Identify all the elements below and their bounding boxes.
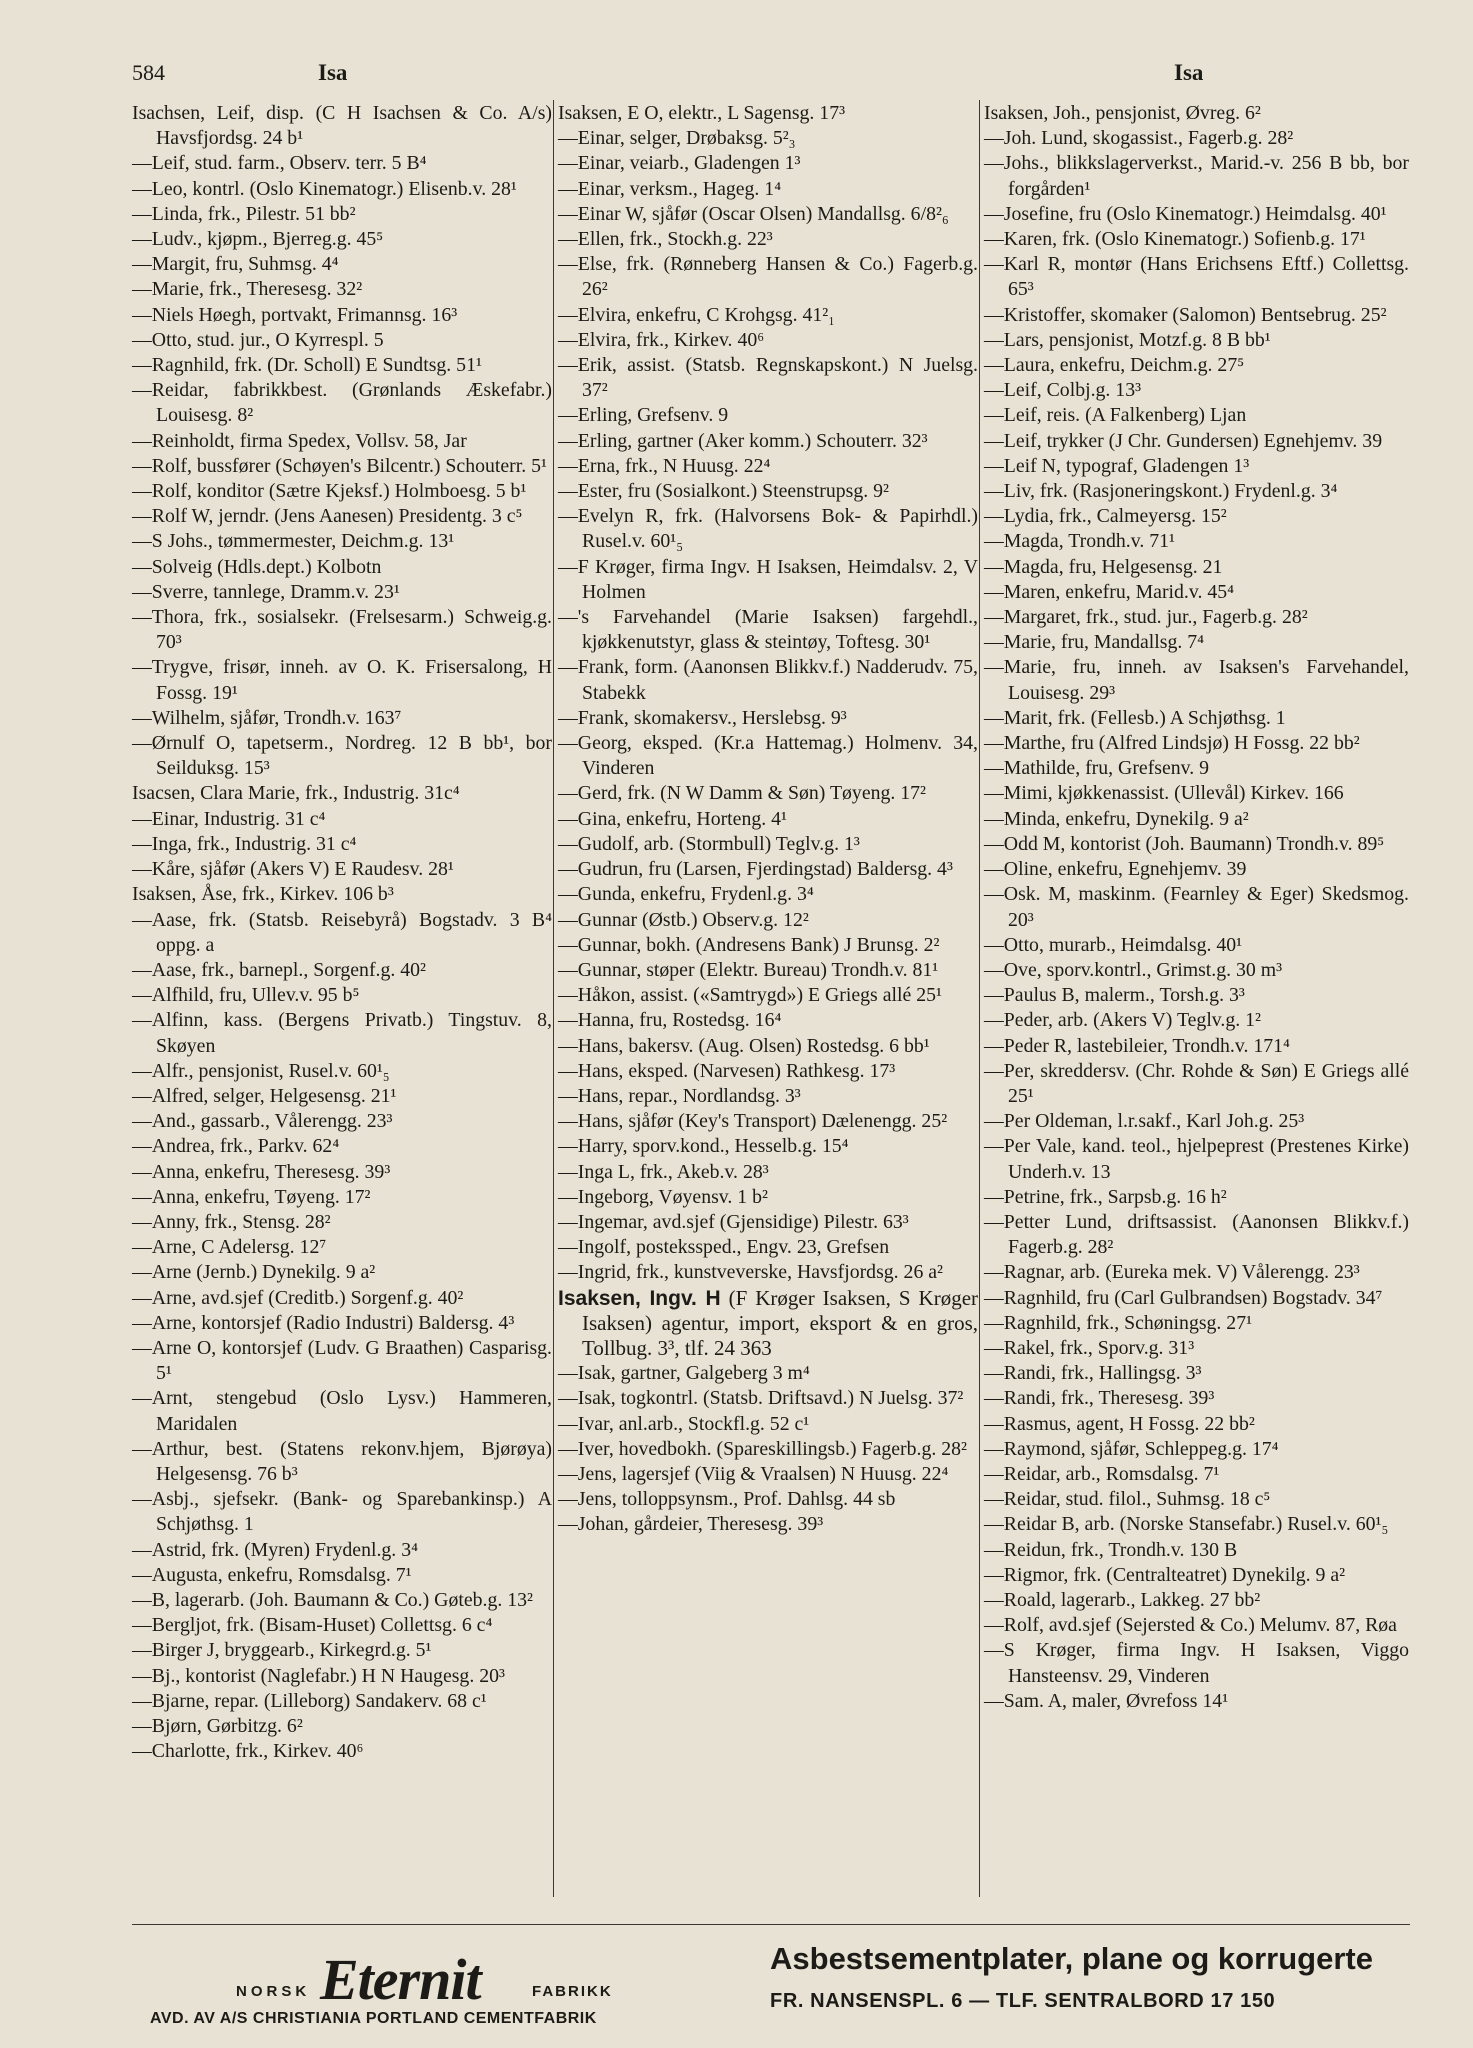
page-header	[0, 60, 1473, 100]
directory-entry: —'s Farvehandel (Marie Isaksen) fargehdl., kjøkkenutstyr, glass & steintøy, Toftesg. 30¹	[558, 606, 978, 654]
directory-entry: —Reidun, frk., Trondh.v. 130 B	[984, 1538, 1238, 1561]
directory-entry	[558, 1286, 978, 1362]
directory-entry: —Mathilde, fru, Grefsenv. 9	[984, 757, 1210, 780]
directory-entry: —Rolf, bussfører (Schøyen's Bilcentr.) Schouterr. 5¹	[132, 454, 547, 477]
directory-entry: —Iver, hovedbokh. (Spareskillingsb.) Fagerb.g. 28²	[558, 1437, 967, 1460]
directory-entry: —Isak, togkontrl. (Statsb. Driftsavd.) N Juelsg. 37²	[558, 1387, 964, 1410]
directory-entry: —Gudolf, arb. (Stormbull) Teglv.g. 1³	[558, 832, 860, 855]
directory-entry: —Aase, frk. (Statsb. Reisebyrå) Bogstadv. 3 B⁴ oppg. a	[132, 908, 552, 956]
directory-entry: —Frank, form. (Aanonsen Blikkv.f.) Nadderudv. 75, Stabekk	[558, 656, 978, 704]
directory-entry: —Gunnar, bokh. (Andresens Bank) J Brunsg. 2²	[558, 933, 940, 956]
directory-entry: —Ragnhild, fru (Carl Gulbrandsen) Bogstadv. 34⁷	[984, 1286, 1383, 1309]
directory-entry: —Ragnar, arb. (Eureka mek. V) Vålerengg. 23³	[984, 1261, 1360, 1284]
directory-entry: —Jens, tolloppsynsm., Prof. Dahlsg. 44 sb	[558, 1488, 896, 1511]
advert-divider	[132, 1924, 1410, 1925]
directory-entry: —Marie, fru, Mandallsg. 7⁴	[984, 631, 1205, 654]
directory-entry: —Wilhelm, sjåfør, Trondh.v. 163⁷	[132, 706, 402, 729]
directory-entry: —S Krøger, firma Ingv. H Isaksen, Viggo Hansteensv. 29, Vinderen	[984, 1639, 1409, 1687]
directory-column-2	[558, 101, 978, 1538]
directory-entry: —Erik, assist. (Statsb. Regnskapskont.) N Juelsg. 37²	[558, 354, 978, 402]
directory-entry: —Marie, fru, inneh. av Isaksen's Farvehandel, Louisesg. 29³	[984, 656, 1409, 704]
directory-entry: —Anna, enkefru, Theresesg. 39³	[132, 1160, 391, 1183]
directory-entry: —Erling, gartner (Aker komm.) Schouterr. 32³	[558, 429, 928, 452]
directory-entry: —Leif, Colbj.g. 13³	[984, 379, 1142, 402]
page-number: 584	[132, 60, 165, 85]
directory-entry: —Ingolf, postekssped., Engv. 23, Grefsen	[558, 1236, 890, 1259]
advert-norsk: NORSK	[236, 1983, 311, 2000]
directory-entry: —Birger J, bryggearb., Kirkegrd.g. 5¹	[132, 1639, 432, 1662]
directory-entry: —Charlotte, frk., Kirkev. 40⁶	[132, 1740, 364, 1763]
directory-entry: —Ester, fru (Sosialkont.) Steenstrupsg. 9²	[558, 480, 889, 503]
directory-entry: —Josefine, fru (Oslo Kinematogr.) Heimdalsg. 40¹	[984, 202, 1387, 225]
directory-entry: —Arnt, stengebud (Oslo Lysv.) Hammeren, Maridalen	[132, 1387, 552, 1435]
directory-entry: —Randi, frk., Hallingsg. 3³	[984, 1362, 1202, 1385]
directory-entry: —Kåre, sjåfør (Akers V) E Raudesv. 28¹	[132, 858, 454, 881]
directory-entry: —Erna, frk., N Huusg. 22⁴	[558, 454, 771, 477]
directory-entry: —Karen, frk. (Oslo Kinematogr.) Sofienb.g. 17¹	[984, 228, 1366, 251]
directory-entry: —Ove, sporv.kontrl., Grimst.g. 30 m³	[984, 958, 1283, 981]
directory-entry: —Leo, kontrl. (Oslo Kinematogr.) Elisenb.v. 28¹	[132, 177, 517, 200]
directory-entry: —Leif N, typograf, Gladengen 1³	[984, 454, 1250, 477]
advert-address-line: FR. NANSENSPL. 6 — TLF. SENTRALBORD 17 150	[770, 1990, 1276, 2012]
directory-entry: —Thora, frk., sosialsekr. (Frelsesarm.) Schweig.g. 70³	[132, 606, 552, 654]
directory-entry: —Trygve, frisør, inneh. av O. K. Frisersalong, H Fossg. 19¹	[132, 656, 552, 704]
directory-entry: —Solveig (Hdls.dept.) Kolbotn	[132, 555, 382, 578]
directory-entry: —Bjørn, Gørbitzg. 6²	[132, 1715, 303, 1737]
directory-entry: —Bj., kontorist (Naglefabr.) H N Haugesg. 20³	[132, 1664, 505, 1687]
directory-entry: Isaksen, Joh., pensjonist, Øvreg. 6²	[984, 102, 1261, 124]
directory-entry: —Harry, sporv.kond., Hesselb.g. 15⁴	[558, 1135, 849, 1158]
directory-entry: —Frank, skomakersv., Herslebsg. 9³	[558, 706, 847, 729]
directory-entry: —Bjarne, repar. (Lilleborg) Sandakerv. 68 c¹	[132, 1689, 487, 1712]
directory-entry: —Einar, verksm., Hageg. 1⁴	[558, 177, 782, 200]
directory-entry: —Inga, frk., Industrig. 31 c⁴	[132, 832, 357, 855]
directory-entry: —Hans, eksped. (Narvesen) Rathkesg. 17³	[558, 1059, 896, 1082]
directory-entry: —Liv, frk. (Rasjoneringskont.) Frydenl.g. 3⁴	[984, 480, 1338, 503]
running-head-left: Isa	[318, 60, 348, 85]
directory-entry: —Alfred, selger, Helgesensg. 21¹	[132, 1084, 397, 1107]
directory-entry: —Roald, lagerarb., Lakkeg. 27 bb²	[984, 1588, 1261, 1611]
column-divider	[553, 100, 554, 1897]
directory-entry: —Niels Høegh, portvakt, Frimannsg. 16³	[132, 303, 458, 326]
directory-entry: —Gudrun, fru (Larsen, Fjerdingstad) Baldersg. 4³	[558, 858, 953, 881]
directory-entry: —Hans, bakersv. (Aug. Olsen) Rostedsg. 6 bb¹	[558, 1034, 930, 1057]
directory-entry: —Odd M, kontorist (Joh. Baumann) Trondh.v. 89⁵	[984, 832, 1385, 855]
directory-entry: —Laura, enkefru, Deichm.g. 27⁵	[984, 354, 1245, 377]
directory-entry: —Jens, lagersjef (Viig & Vraalsen) N Huusg. 22⁴	[558, 1462, 949, 1485]
directory-entry: —Leif, trykker (J Chr. Gundersen) Egnehjemv. 39	[984, 429, 1383, 452]
directory-entry: —Maren, enkefru, Marid.v. 45⁴	[984, 580, 1235, 603]
directory-entry: —Minda, enkefru, Dynekilg. 9 a²	[984, 807, 1249, 830]
directory-entry: —Sam. A, maler, Øvrefoss 14¹	[984, 1689, 1229, 1712]
directory-entry: —Mimi, kjøkkenassist. (Ullevål) Kirkev. 166	[984, 782, 1344, 805]
directory-entry: —Johan, gårdeier, Theresesg. 39³	[558, 1513, 824, 1536]
directory-entry: —Ragnhild, frk. (Dr. Scholl) E Sundtsg. 51¹	[132, 354, 482, 377]
directory-entry: —Håkon, assist. («Samtrygd») E Griegs allé 25¹	[558, 984, 942, 1007]
directory-entry: —Rigmor, frk. (Centralteatret) Dynekilg. 9 a²	[984, 1563, 1346, 1586]
directory-entry: —S Johs., tømmermester, Deichm.g. 13¹	[132, 530, 455, 553]
directory-column-1	[132, 101, 552, 1764]
directory-entry: —Per, skreddersv. (Chr. Rohde & Søn) E Griegs allé 25¹	[984, 1059, 1409, 1107]
directory-entry: Isacsen, Clara Marie, frk., Industrig. 31c⁴	[132, 782, 460, 805]
directory-entry: —Magda, Trondh.v. 71¹	[984, 530, 1175, 553]
directory-entry: —Petrine, frk., Sarpsb.g. 16 h²	[984, 1185, 1227, 1208]
directory-entry: —Alfinn, kass. (Bergens Privatb.) Tingstuv. 8, Skøyen	[132, 1009, 552, 1057]
directory-entry: —Gunnar (Østb.) Observ.g. 12²	[558, 908, 809, 931]
directory-entry: —Georg, eksped. (Kr.a Hattemag.) Holmenv. 34, Vinderen	[558, 732, 978, 780]
directory-entry: —Isak, gartner, Galgeberg 3 m⁴	[558, 1362, 810, 1385]
running-head-right: Isa	[1174, 60, 1204, 85]
directory-entry: —Rolf, konditor (Sætre Kjeksf.) Holmboesg. 5 b¹	[132, 480, 527, 503]
directory-entry: —Gerd, frk. (N W Damm & Søn) Tøyeng. 17²	[558, 782, 926, 805]
directory-entry: —Randi, frk., Theresesg. 39³	[984, 1387, 1215, 1410]
directory-entry: —Leif, reis. (A Falkenberg) Ljan	[984, 404, 1247, 427]
directory-entry: —Erling, Grefsenv. 9	[558, 404, 729, 427]
directory-entry: —Arne, avd.sjef (Creditb.) Sorgenf.g. 40²	[132, 1286, 464, 1309]
directory-entry: —Sverre, tannlege, Dramm.v. 23¹	[132, 580, 400, 603]
directory-entry: —Rakel, frk., Sporv.g. 31³	[984, 1336, 1195, 1359]
directory-entry: —Petter Lund, driftsassist. (Aanonsen Blikkv.f.) Fagerb.g. 28²	[984, 1210, 1409, 1259]
directory-entry: —Arne (Jernb.) Dynekilg. 9 a²	[132, 1261, 376, 1284]
directory-entry: —Arne, kontorsjef (Radio Industri) Baldersg. 4³	[132, 1311, 515, 1334]
entry-details: (F Krøger Isaksen, S Krøger Isaksen) agentur, import, eksport & en gros, Tollbug. 3³, tlf. 24 363	[582, 1285, 979, 1360]
directory-entry: —Rolf, avd.sjef (Sejersted & Co.) Melumv. 87, Røa	[984, 1614, 1397, 1637]
directory-entry: —B, lagerarb. (Joh. Baumann & Co.) Gøteb.g. 13²	[132, 1588, 533, 1611]
directory-entry: —And., gassarb., Vålerengg. 23³	[132, 1110, 393, 1133]
advert-company-line: AVD. AV A/S CHRISTIANIA PORTLAND CEMENTFABRIK	[150, 2010, 597, 2027]
directory-entry: —Arne O, kontorsjef (Ludv. G Braathen) Casparisg. 5¹	[132, 1336, 552, 1385]
directory-entry: —Ørnulf O, tapetserm., Nordreg. 12 B bb¹, bor Seilduksg. 15³	[132, 732, 552, 780]
directory-entry: —Anna, enkefru, Tøyeng. 17²	[132, 1185, 371, 1208]
directory-entry: —Reidar B, arb. (Norske Stansefabr.) Rusel.v. 60¹₅	[984, 1513, 1389, 1536]
directory-entry: —Reidar, fabrikkbest. (Grønlands Æskefabr.) Louisesg. 8²	[132, 379, 552, 427]
directory-entry: —Paulus B, malerm., Torsh.g. 3³	[984, 984, 1245, 1007]
directory-entry: —Lars, pensjonist, Motzf.g. 8 B bb¹	[984, 328, 1271, 351]
directory-entry: —Margit, fru, Suhmsg. 4⁴	[132, 253, 339, 276]
directory-entry: —Per Oldeman, l.r.sakf., Karl Joh.g. 25³	[984, 1110, 1305, 1133]
directory-entry: —Hans, repar., Nordlandsg. 3³	[558, 1084, 801, 1107]
directory-entry: —Inga L, frk., Akeb.v. 28³	[558, 1160, 769, 1183]
directory-entry: —Kristoffer, skomaker (Salomon) Bentsebrug. 25²	[984, 303, 1387, 326]
directory-entry: —Peder, arb. (Akers V) Teglv.g. 1²	[984, 1009, 1261, 1032]
directory-entry: —Einar, selger, Drøbaksg. 5²₃	[558, 127, 796, 150]
directory-entry: —Elvira, frk., Kirkev. 40⁶	[558, 328, 765, 351]
directory-entry: Isaksen, Åse, frk., Kirkev. 106 b³	[132, 883, 394, 906]
directory-entry: —Arthur, best. (Statens rekonv.hjem, Bjørøya) Helgesensg. 76 b³	[132, 1437, 552, 1485]
directory-entry: —Ludv., kjøpm., Bjerreg.g. 45⁵	[132, 228, 384, 251]
directory-entry: —Linda, frk., Pilestr. 51 bb²	[132, 202, 356, 225]
directory-entry: —Marie, frk., Theresesg. 32²	[132, 278, 363, 301]
directory-entry: —Rasmus, agent, H Fossg. 22 bb²	[984, 1412, 1255, 1435]
directory-entry: —Astrid, frk. (Myren) Frydenl.g. 3⁴	[132, 1538, 418, 1561]
directory-entry: —Bergljot, frk. (Bisam-Huset) Collettsg. 6 c⁴	[132, 1614, 493, 1637]
directory-entry: —Ingrid, frk., kunstveverske, Havsfjordsg. 26 a²	[558, 1261, 943, 1284]
directory-entry: —Raymond, sjåfør, Schleppeg.g. 17⁴	[984, 1437, 1279, 1460]
directory-entry: —Johs., blikkslagerverkst., Marid.-v. 256 B bb, bor forgården¹	[984, 152, 1409, 200]
directory-column-3	[984, 101, 1409, 1714]
directory-entry: —Else, frk. (Rønneberg Hansen & Co.) Fagerb.g. 26²	[558, 253, 978, 301]
directory-entry: —Otto, stud. jur., O Kyrrespl. 5	[132, 328, 384, 351]
directory-entry: —Ingeborg, Vøyensv. 1 b²	[558, 1185, 768, 1208]
directory-entry: —Evelyn R, frk. (Halvorsens Bok- & Papirhdl.) Rusel.v. 60¹₅	[558, 505, 978, 553]
directory-entry: —Ivar, anl.arb., Stockfl.g. 52 c¹	[558, 1412, 810, 1435]
advert-product-line: Asbestsementplater, plane og korrugerte	[770, 1941, 1373, 1976]
directory-entry: —Einar, veiarb., Gladengen 1³	[558, 152, 801, 175]
directory-entry: —Reidar, stud. filol., Suhmsg. 18 c⁵	[984, 1488, 1271, 1511]
directory-entry: —Magda, fru, Helgesensg. 21	[984, 555, 1223, 578]
entry-lead-name: Isaksen, Ingv. H	[558, 1286, 721, 1310]
directory-entry: —Gunda, enkefru, Frydenl.g. 3⁴	[558, 883, 814, 906]
directory-entry: —Augusta, enkefru, Romsdalsg. 7¹	[132, 1563, 412, 1586]
directory-entry: —Asbj., sjefsekr. (Bank- og Sparebankinsp.) A Schjøthsg. 1	[132, 1488, 552, 1536]
directory-entry: —Arne, C Adelersg. 12⁷	[132, 1236, 327, 1259]
directory-entry: —Peder R, lastebileier, Trondh.v. 171⁴	[984, 1034, 1290, 1057]
directory-entry: —Marit, frk. (Fellesb.) A Schjøthsg. 1	[984, 706, 1286, 729]
directory-entry: —Gunnar, støper (Elektr. Bureau) Trondh.v. 81¹	[558, 958, 939, 981]
directory-entry: —Hanna, fru, Rostedsg. 16⁴	[558, 1009, 782, 1032]
directory-entry: —Reinholdt, firma Spedex, Vollsv. 58, Jar	[132, 429, 467, 452]
directory-entry: —Ragnhild, frk., Schøningsg. 27¹	[984, 1311, 1253, 1334]
directory-entry: —Hans, sjåfør (Key's Transport) Dælenengg. 25²	[558, 1110, 948, 1133]
directory-entry: —F Krøger, firma Ingv. H Isaksen, Heimdalsv. 2, V Holmen	[558, 555, 978, 603]
directory-entry: Isachsen, Leif, disp. (C H Isachsen & Co. A/s) Havsfjordsg. 24 b¹	[132, 102, 552, 150]
directory-entry: —Marthe, fru (Alfred Lindsjø) H Fossg. 22 bb²	[984, 732, 1360, 755]
directory-entry: —Elvira, enkefru, C Krohgsg. 41²₁	[558, 303, 836, 326]
directory-entry: —Otto, murarb., Heimdalsg. 40¹	[984, 933, 1243, 956]
directory-entry: —Aase, frk., barnepl., Sorgenf.g. 40²	[132, 958, 426, 981]
directory-entry: —Alfhild, fru, Ullev.v. 95 b⁵	[132, 984, 360, 1007]
directory-entry: —Gina, enkefru, Horteng. 4¹	[558, 807, 787, 830]
advert-fabrikk: FABRIKK	[532, 1983, 613, 2000]
advert-brand-logo: Eternit	[320, 1947, 481, 2012]
directory-entry: —Einar W, sjåfør (Oscar Olsen) Mandallsg. 6/8²₆	[558, 202, 949, 225]
directory-entry: —Rolf W, jerndr. (Jens Aanesen) Presidentg. 3 c⁵	[132, 505, 523, 528]
directory-entry: —Andrea, frk., Parkv. 62⁴	[132, 1135, 340, 1158]
directory-entry: —Joh. Lund, skogassist., Fagerb.g. 28²	[984, 127, 1294, 150]
directory-entry: —Einar, Industrig. 31 c⁴	[132, 807, 326, 830]
directory-entry: —Alfr., pensjonist, Rusel.v. 60¹₅	[132, 1059, 390, 1082]
directory-entry: —Leif, stud. farm., Observ. terr. 5 B⁴	[132, 152, 427, 175]
directory-entry: —Reidar, arb., Romsdalsg. 7¹	[984, 1462, 1220, 1485]
directory-entry: —Osk. M, maskinm. (Fearnley & Eger) Skedsmog. 20³	[984, 883, 1409, 931]
directory-entry: —Ingemar, avd.sjef (Gjensidige) Pilestr. 63³	[558, 1210, 909, 1233]
directory-entry: —Lydia, frk., Calmeyersg. 15²	[984, 505, 1227, 528]
directory-entry: —Per Vale, kand. teol., hjelpeprest (Prestenes Kirke) Underh.v. 13	[984, 1135, 1409, 1183]
column-divider	[979, 100, 980, 1897]
directory-entry: —Margaret, frk., stud. jur., Fagerb.g. 28²	[984, 606, 1308, 629]
directory-entry: —Anny, frk., Stensg. 28²	[132, 1210, 331, 1233]
directory-entry: —Ellen, frk., Stockh.g. 22³	[558, 228, 773, 251]
directory-entry: —Karl R, montør (Hans Erichsens Eftf.) Collettsg. 65³	[984, 253, 1409, 301]
directory-entry: —Oline, enkefru, Egnehjemv. 39	[984, 858, 1247, 881]
directory-entry: Isaksen, E O, elektr., L Sagensg. 17³	[558, 102, 846, 124]
